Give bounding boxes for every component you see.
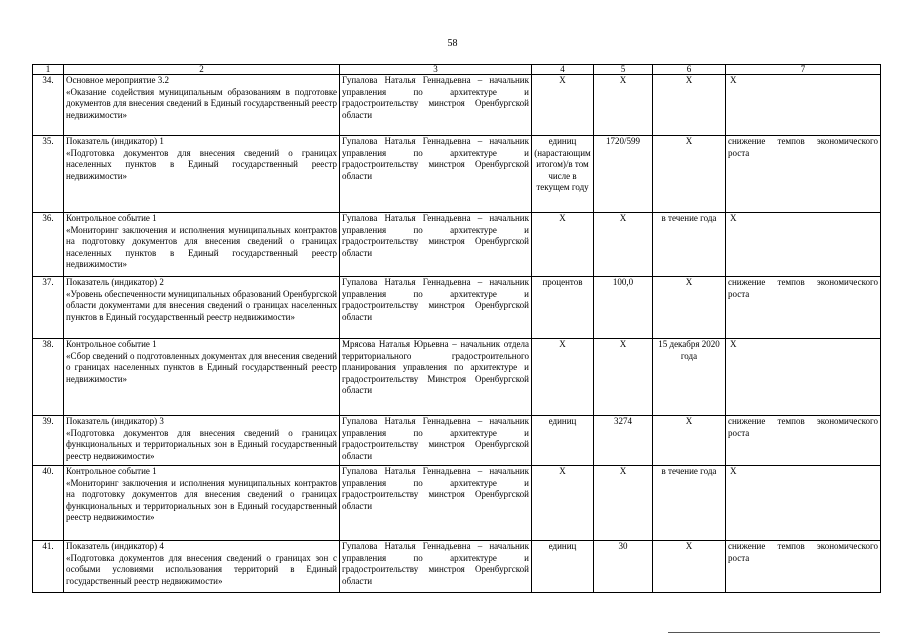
row-unit: Х <box>532 213 594 277</box>
row-value: Х <box>594 75 653 136</box>
row-note <box>726 213 881 277</box>
row-description <box>64 541 340 593</box>
bottom-rule <box>668 632 880 633</box>
row-number: 41. <box>33 541 64 593</box>
row-number: 38. <box>33 339 64 416</box>
note-text: Х <box>730 213 737 223</box>
header-col-7: 7 <box>726 65 881 75</box>
header-row <box>33 65 881 75</box>
description-title: Контрольное событие 1 <box>66 466 157 476</box>
header-col-2: 2 <box>64 65 340 75</box>
description-title: Контрольное событие 1 <box>66 339 157 349</box>
row-responsible: Мрясова Наталья Юрьевна – начальник отдела территориального градостроительного планирования управления по архитектуре и градостроительству Минстроя Оренбургской области <box>340 339 532 416</box>
row-value: 3274 <box>594 416 653 466</box>
table-row <box>33 277 881 339</box>
row-value: Х <box>594 339 653 416</box>
note-text: Х <box>730 339 737 349</box>
table-row <box>33 541 881 593</box>
row-number: 34. <box>33 75 64 136</box>
row-deadline: Х <box>653 75 726 136</box>
description-text: «Оказание содействия муниципальным образованиям в подготовке документов для внесения сведений в Единый государственный реестр недвижимости» <box>66 86 337 120</box>
description-text: «Уровень обеспеченности муниципальных образований Оренбургской области документами для внесения сведений о границах населенных пунктов в Единый государственный реестр недвижимости» <box>66 288 338 322</box>
row-description <box>64 277 340 339</box>
row-description <box>64 213 340 277</box>
row-deadline: Х <box>653 277 726 339</box>
row-description <box>64 136 340 213</box>
row-unit: процентов <box>532 277 594 339</box>
header-col-5: 5 <box>594 65 653 75</box>
header-col-6: 6 <box>653 65 726 75</box>
description-title: Показатель (индикатор) 2 <box>66 277 164 287</box>
table-row <box>33 339 881 416</box>
row-number: 39. <box>33 416 64 466</box>
description-text: «Сбор сведений о подготовленных документах для внесения сведений о границах населенных пунктов в Единый государственный реестр недвижимости» <box>66 350 337 384</box>
row-unit: единиц <box>532 541 594 593</box>
row-description <box>64 339 340 416</box>
row-value: Х <box>594 466 653 541</box>
row-number: 37. <box>33 277 64 339</box>
row-number: 36. <box>33 213 64 277</box>
row-description <box>64 75 340 136</box>
description-title: Показатель (индикатор) 1 <box>66 136 164 146</box>
table-row <box>33 466 881 541</box>
table-row <box>33 136 881 213</box>
row-deadline: Х <box>653 416 726 466</box>
row-number: 40. <box>33 466 64 541</box>
note-text: Х <box>730 466 737 476</box>
description-title: Контрольное событие 1 <box>66 213 157 223</box>
row-note <box>726 339 881 416</box>
header-col-4: 4 <box>532 65 594 75</box>
description-text: «Подготовка документов для внесения сведений о границах населенных пунктов в Единый государственный реестр недвижимости» <box>66 147 337 181</box>
program-activities-table <box>32 64 881 593</box>
description-text: «Мониторинг заключения и исполнения муниципальных контрактов на подготовку документов для внесения сведений о границах функциональных и территориальных зон в Единый государственный реестр недвижимости» <box>66 477 337 523</box>
table-row <box>33 416 881 466</box>
description-text: «Мониторинг заключения и исполнения муниципальных контрактов на подготовку документов для внесения сведений о границах населенных пунктов в Единый государственный реестр недвижимости» <box>66 224 337 270</box>
page-number: 58 <box>447 38 458 49</box>
row-unit: единиц <box>532 416 594 466</box>
row-responsible: Гупалова Наталья Геннадьевна – начальник управления по архитектуре и градостроительству минстроя Оренбургской области <box>340 277 532 339</box>
row-note: снижение темпов экономического роста <box>726 541 881 593</box>
description-title: Основное мероприятие 3.2 <box>66 75 169 85</box>
row-value: 1720/599 <box>594 136 653 213</box>
row-responsible: Гупалова Наталья Геннадьевна – начальник управления по архитектуре и градостроительству минстроя Оренбургской области <box>340 466 532 541</box>
description-text: «Подготовка документов для внесения сведений о границах функциональных и территориальных зон в Единый государственный реестр недвижимости» <box>66 427 337 461</box>
header-col-1: 1 <box>33 65 64 75</box>
row-unit: единиц (нарастающим итогом)/в том числе в текущем году <box>532 136 594 213</box>
description-title: Показатель (индикатор) 4 <box>66 541 164 551</box>
row-description <box>64 466 340 541</box>
table-row <box>33 213 881 277</box>
table-row <box>33 75 881 136</box>
row-value: Х <box>594 213 653 277</box>
row-description <box>64 416 340 466</box>
row-deadline: 15 декабря 2020 года <box>653 339 726 416</box>
description-text: «Подготовка документов для внесения сведений о границах зон с особыми условиями использования территорий в Единый государственный реестр недвижимости» <box>66 552 337 586</box>
row-responsible: Гупалова Наталья Геннадьевна – начальник управления по архитектуре и градостроительству минстроя Оренбургской области <box>340 136 532 213</box>
row-note: снижение темпов экономического роста <box>726 416 881 466</box>
row-responsible: Гупалова Наталья Геннадьевна – начальник управления по архитектуре и градостроительству минстроя Оренбургской области <box>340 75 532 136</box>
row-note: снижение темпов экономического роста <box>726 277 881 339</box>
row-note: снижение темпов экономического роста <box>726 136 881 213</box>
row-deadline: Х <box>653 541 726 593</box>
row-unit: Х <box>532 466 594 541</box>
row-deadline: в течение года <box>653 213 726 277</box>
row-note <box>726 466 881 541</box>
row-note <box>726 75 881 136</box>
row-unit: Х <box>532 75 594 136</box>
row-unit: Х <box>532 339 594 416</box>
row-deadline: Х <box>653 136 726 213</box>
row-deadline: в течение года <box>653 466 726 541</box>
header-col-3: 3 <box>340 65 532 75</box>
row-responsible: Гупалова Наталья Геннадьевна – начальник управления по архитектуре и градостроительству минстроя Оренбургской области <box>340 213 532 277</box>
description-title: Показатель (индикатор) 3 <box>66 416 164 426</box>
row-value: 100,0 <box>594 277 653 339</box>
row-responsible: Гупалова Наталья Геннадьевна – начальник управления по архитектуре и градостроительству минстроя Оренбургской области <box>340 416 532 466</box>
note-text: Х <box>730 75 737 85</box>
row-value: 30 <box>594 541 653 593</box>
row-number: 35. <box>33 136 64 213</box>
row-responsible: Гупалова Наталья Геннадьевна – начальник управления по архитектуре и градостроительству минстроя Оренбургской области <box>340 541 532 593</box>
